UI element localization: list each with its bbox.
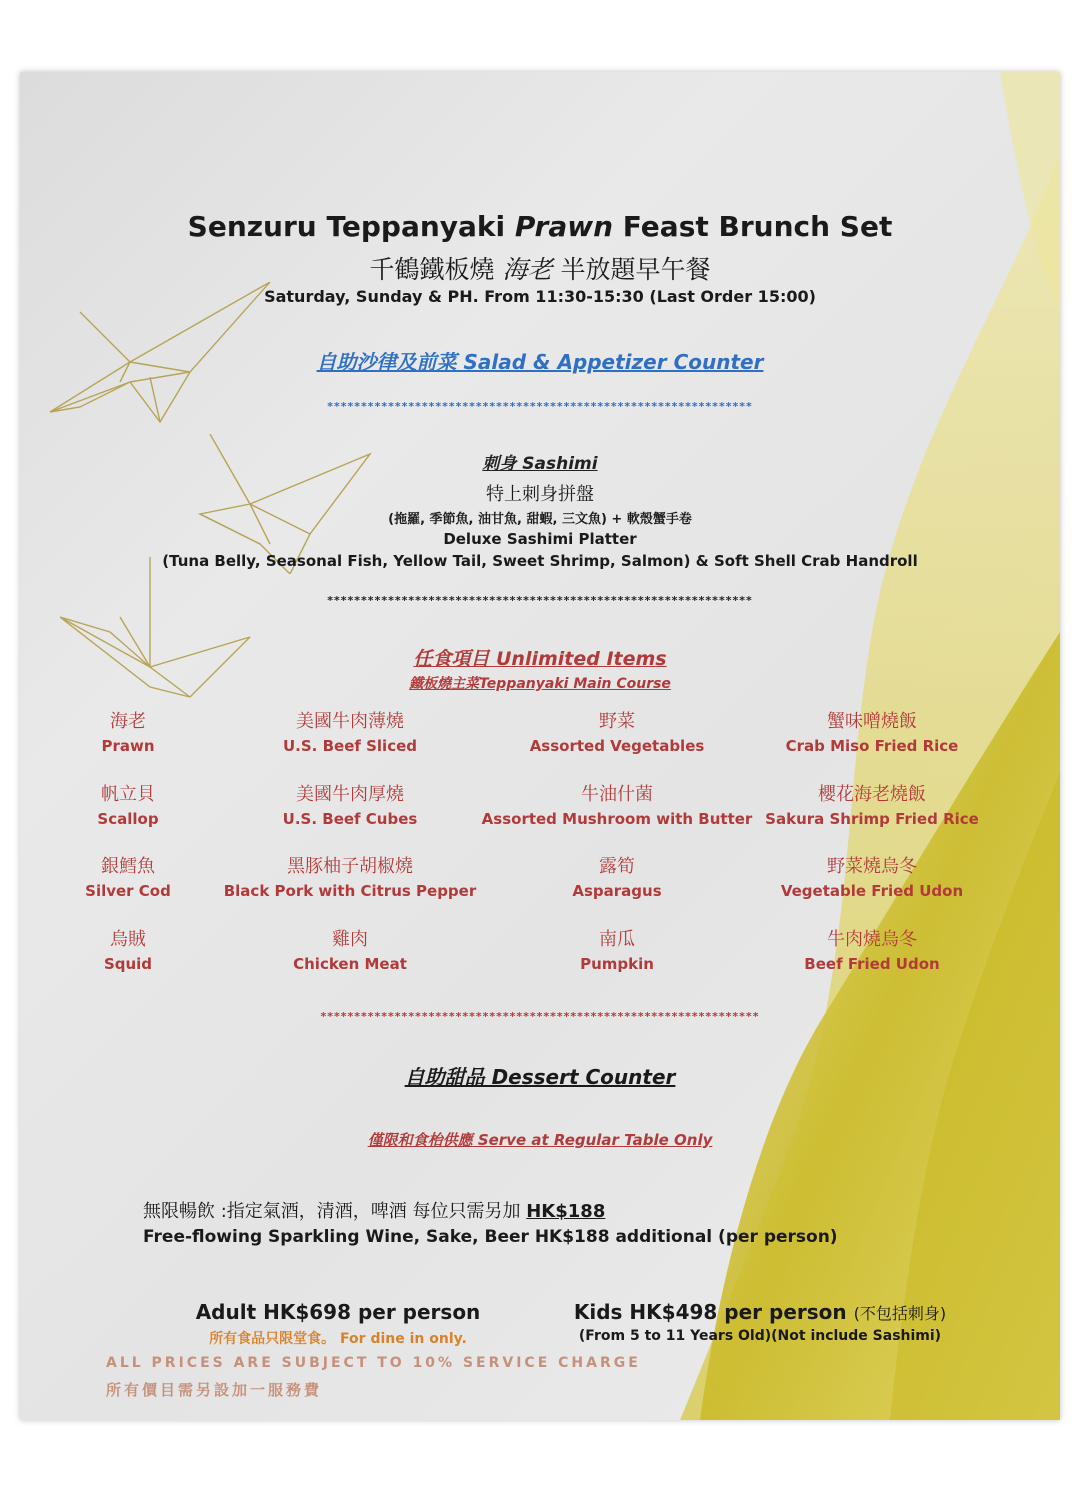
kids-age-note: (From 5 to 11 Years Old)(Not include Sashimi) <box>578 1328 942 1344</box>
adult-price-label: Adult HK$698 per person <box>195 1300 481 1324</box>
item-en: Vegetable Fried Udon <box>780 882 964 900</box>
item-en: Scallop <box>97 810 159 828</box>
item-zh: 牛肉燒烏冬 <box>827 929 917 950</box>
item-en: Pumpkin <box>580 955 654 973</box>
item-zh: 黑豚柚子胡椒燒 <box>287 856 413 877</box>
item-en: U.S. Beef Cubes <box>282 810 418 828</box>
menu-item <box>732 928 1012 976</box>
item-en: Assorted Vegetables <box>529 737 705 755</box>
drinks-en: Free-flowing Sparkling Wine, Sake, Beer HK$188 additional (per person) <box>143 1227 838 1247</box>
item-en: Squid <box>103 955 153 973</box>
menu-item <box>732 710 1012 758</box>
item-en: Chicken Meat <box>293 955 407 973</box>
dessert-counter-heading: 自助甜品 Dessert Counter <box>404 1065 676 1089</box>
menu-item <box>477 710 757 758</box>
service-charge-en: ALL PRICES ARE SUBJECT TO 10% SERVICE CHARGE <box>106 1355 641 1371</box>
item-en: Prawn <box>101 737 155 755</box>
menu-item <box>732 855 1012 903</box>
item-zh: 野菜 <box>599 711 635 732</box>
item-zh: 露筍 <box>599 856 635 877</box>
menu-item <box>732 783 1012 831</box>
sashimi-detail-en: (Tuna Belly, Seasonal Fish, Yellow Tail, Sweet Shrimp, Salmon) & Soft Shell Crab Handroll <box>162 552 918 570</box>
item-zh: 蟹味噌燒飯 <box>827 711 917 732</box>
item-en: Sakura Shrimp Fried Rice <box>765 810 979 828</box>
adult-price <box>180 1300 496 1348</box>
opening-hours: Saturday, Sunday & PH. From 11:30-15:30 (Last Order 15:00) <box>264 287 816 306</box>
item-en: Black Pork with Citrus Pepper <box>223 882 477 900</box>
item-zh: 烏賊 <box>110 929 146 950</box>
sashimi-detail-zh: (拖羅, 季節魚, 油甘魚, 甜蝦, 三文魚) + 軟殼蟹手卷 <box>388 512 692 527</box>
separator-blue: *************************************************************** <box>327 400 753 413</box>
menu-item <box>210 855 490 903</box>
drinks-zh: 無限暢飲 :指定氣酒，清酒，啤酒 每位只需另加 HK$188 <box>143 1201 606 1222</box>
item-en: Assorted Mushroom with Butter <box>481 810 753 828</box>
free-flow-drinks <box>143 1197 838 1247</box>
item-zh: 帆立貝 <box>101 784 155 805</box>
item-zh: 雞肉 <box>332 929 368 950</box>
kids-price-label: Kids HK$498 per person (不包括刺身) <box>573 1300 947 1324</box>
sashimi-heading: 刺身 Sashimi <box>482 454 598 474</box>
main-course-heading: 鐵板燒主菜Teppanyaki Main Course <box>409 676 671 692</box>
salad-counter-heading: 自助沙律及前菜 Salad & Appetizer Counter <box>316 350 764 374</box>
menu-item <box>210 783 490 831</box>
menu-item <box>210 928 490 976</box>
item-en: Asparagus <box>572 882 662 900</box>
unlimited-items-heading: 任食項目 Unlimited Items <box>413 648 667 670</box>
dine-in-note: 所有食品只限堂食。 For dine in only. <box>209 1331 467 1347</box>
menu-item <box>477 855 757 903</box>
item-en: Silver Cod <box>85 882 171 900</box>
regular-table-note: 僅限和食枱供應 Serve at Regular Table Only <box>367 1131 713 1149</box>
separator-dark: *************************************************************** <box>327 594 753 607</box>
item-zh: 櫻花海老燒飯 <box>818 784 926 805</box>
item-zh: 牛油什菌 <box>581 784 653 805</box>
item-en: Crab Miso Fried Rice <box>785 737 959 755</box>
sashimi-platter-en: Deluxe Sashimi Platter <box>443 530 637 548</box>
menu-item <box>477 783 757 831</box>
separator-red: ***************************************************************** <box>320 1010 760 1023</box>
sashimi-platter-zh: 特上刺身拼盤 <box>486 484 594 505</box>
item-en: U.S. Beef Sliced <box>282 737 418 755</box>
menu-item <box>477 928 757 976</box>
item-en: Beef Fried Udon <box>804 955 940 973</box>
item-zh: 銀鱈魚 <box>101 856 155 877</box>
item-zh: 海老 <box>110 711 146 732</box>
service-charge-zh: 所有價目需另設加一服務費 <box>106 1381 323 1399</box>
page-title-chinese: 千鶴鐵板燒 海老 半放題早午餐 <box>369 255 711 284</box>
menu-item <box>210 710 490 758</box>
item-zh: 美國牛肉薄燒 <box>296 711 404 732</box>
item-zh: 野菜燒烏冬 <box>827 856 917 877</box>
kids-price <box>560 1300 960 1344</box>
page-title: Senzuru Teppanyaki Prawn Feast Brunch Set <box>187 210 893 243</box>
item-zh: 美國牛肉厚燒 <box>296 784 404 805</box>
item-zh: 南瓜 <box>599 929 635 950</box>
